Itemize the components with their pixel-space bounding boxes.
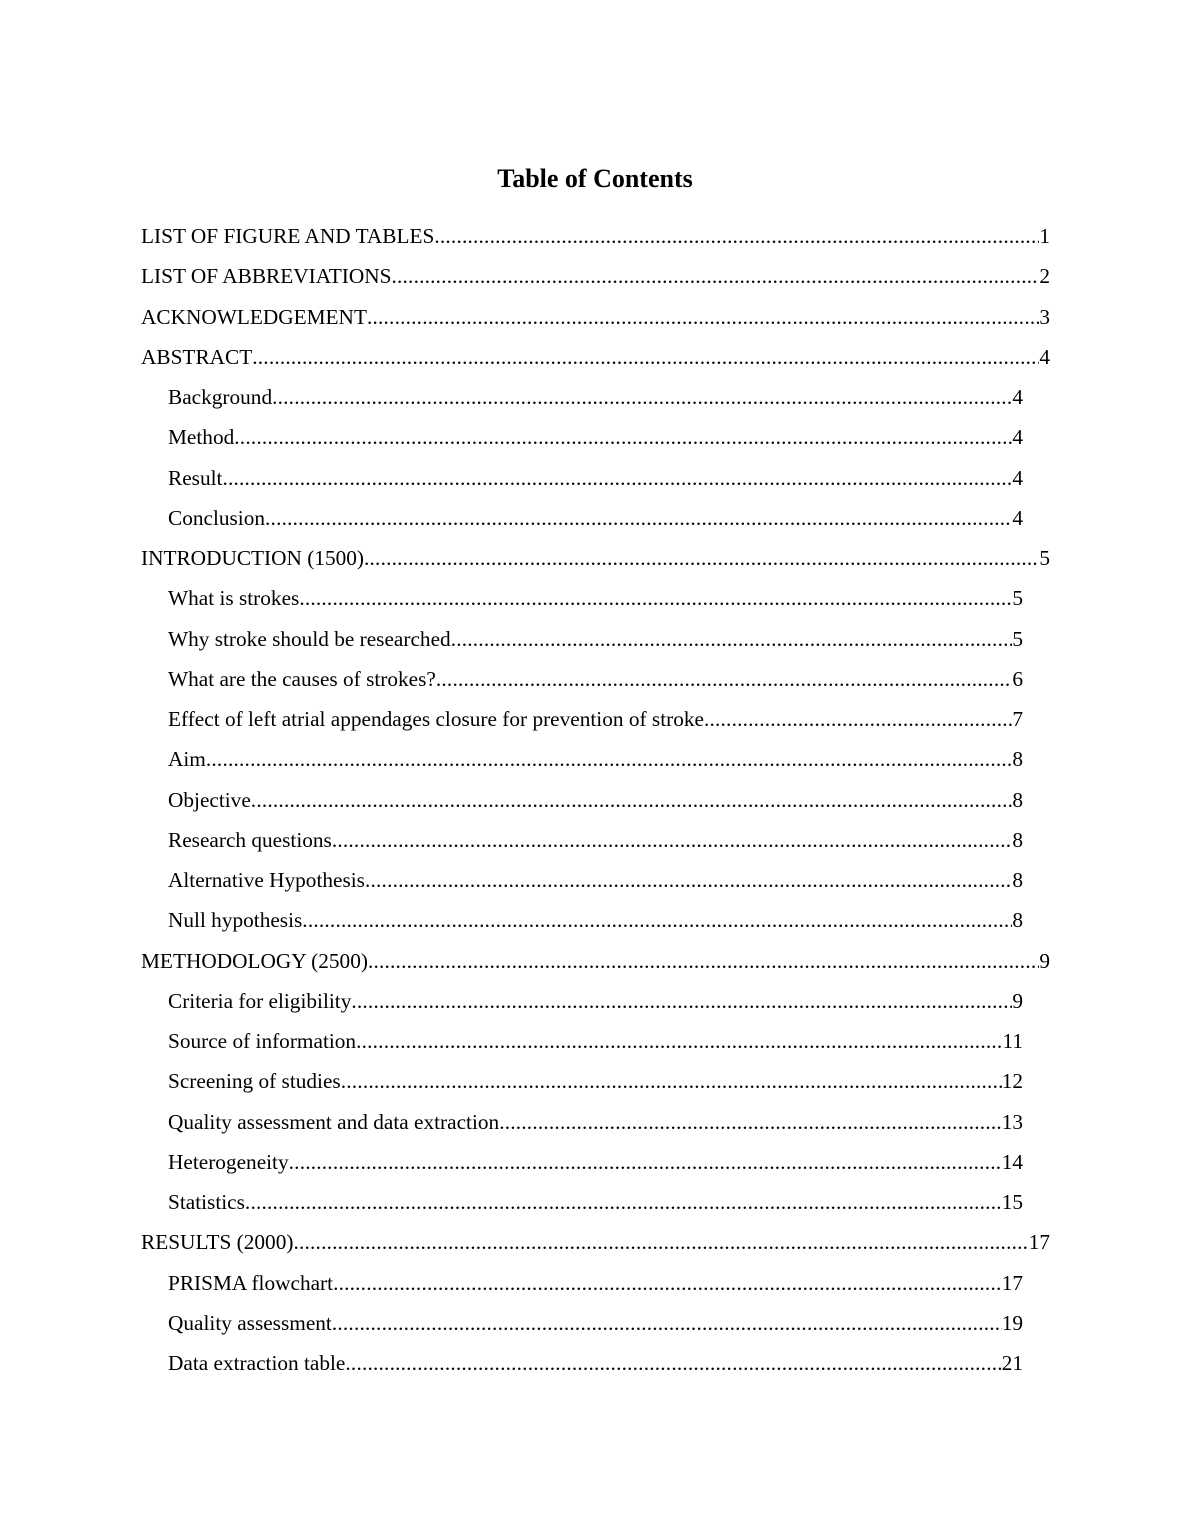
toc-page-number: 5 bbox=[1012, 586, 1023, 611]
toc-entry[interactable] bbox=[168, 703, 1023, 743]
toc-entry-row bbox=[168, 784, 1023, 816]
toc-page-number: 15 bbox=[1001, 1190, 1023, 1214]
toc-dot-leader bbox=[499, 1106, 1002, 1138]
toc-entry[interactable] bbox=[168, 582, 1023, 622]
toc-page-number: 8 bbox=[1012, 868, 1023, 892]
toc-entry-row bbox=[168, 1267, 1023, 1299]
toc-entry-text: INTRODUCTION (1500) bbox=[141, 546, 364, 570]
toc-entry-text: Quality assessment and data extraction bbox=[168, 1109, 500, 1134]
toc-page-number: 8 bbox=[1012, 787, 1023, 812]
toc-page-number: 5 bbox=[1012, 626, 1023, 651]
toc-dot-leader bbox=[364, 542, 1039, 574]
toc-dot-leader bbox=[245, 1186, 1002, 1218]
toc-entry-row bbox=[168, 623, 1023, 655]
toc-page-number: 4 bbox=[1012, 425, 1023, 450]
toc-page-number: 8 bbox=[1012, 908, 1023, 933]
toc-page-number: 4 bbox=[1012, 385, 1023, 409]
toc-entry-row bbox=[168, 381, 1023, 413]
toc-entry[interactable] bbox=[141, 260, 1050, 300]
toc-dot-leader bbox=[345, 1347, 1001, 1379]
toc-entry[interactable] bbox=[141, 542, 1050, 582]
toc-dot-leader bbox=[299, 582, 1012, 614]
toc-entry-text: Effect of left atrial appendages closure for prevention of stroke bbox=[168, 707, 704, 731]
toc-entry-row bbox=[168, 1307, 1023, 1339]
toc-entry-row bbox=[141, 301, 1050, 333]
toc-dot-leader bbox=[365, 864, 1012, 896]
toc-page-number: 1 bbox=[1039, 224, 1050, 248]
toc-entry-row bbox=[168, 1065, 1023, 1097]
toc-entry-row bbox=[168, 864, 1023, 896]
toc-page-number: 7 bbox=[1012, 707, 1023, 731]
toc-entry[interactable] bbox=[141, 220, 1050, 260]
toc-dot-leader bbox=[289, 1146, 1002, 1178]
toc-page-number: 11 bbox=[1002, 1029, 1023, 1053]
toc-dot-leader bbox=[341, 1065, 1002, 1097]
toc-entry[interactable] bbox=[168, 1307, 1023, 1347]
toc-dot-leader bbox=[332, 824, 1013, 856]
toc-dot-leader bbox=[356, 1025, 1002, 1057]
toc-entry[interactable] bbox=[168, 623, 1023, 663]
toc-dot-leader bbox=[436, 663, 1012, 695]
toc-entry-row bbox=[168, 462, 1023, 494]
toc-dot-leader bbox=[367, 301, 1039, 333]
toc-page-number: 3 bbox=[1039, 304, 1050, 329]
toc-entry-text: Research questions bbox=[168, 827, 332, 852]
toc-page-number: 21 bbox=[1001, 1351, 1023, 1375]
toc-entry-row bbox=[141, 260, 1050, 292]
toc-page-number: 5 bbox=[1039, 546, 1050, 570]
toc-list bbox=[0, 220, 1190, 1387]
toc-entry-text: LIST OF ABBREVIATIONS bbox=[141, 264, 392, 289]
toc-dot-leader bbox=[391, 260, 1039, 292]
toc-entry-row bbox=[168, 824, 1023, 856]
toc-entry[interactable] bbox=[168, 1146, 1023, 1186]
toc-page-number: 4 bbox=[1012, 505, 1023, 530]
toc-entry[interactable] bbox=[141, 301, 1050, 341]
toc-entry-row bbox=[168, 1106, 1023, 1138]
toc-entry[interactable] bbox=[141, 341, 1050, 381]
toc-entry[interactable] bbox=[168, 824, 1023, 864]
toc-dot-leader bbox=[368, 945, 1039, 977]
toc-entry[interactable] bbox=[168, 1025, 1023, 1065]
toc-entry-text: LIST OF FIGURE AND TABLES bbox=[141, 224, 435, 248]
toc-entry-row bbox=[168, 663, 1023, 695]
toc-entry[interactable] bbox=[168, 663, 1023, 703]
toc-entry-text: Source of information bbox=[168, 1029, 357, 1053]
toc-dot-leader bbox=[222, 462, 1012, 494]
toc-page-number: 14 bbox=[1001, 1149, 1023, 1174]
toc-page-number: 4 bbox=[1039, 344, 1050, 369]
toc-entry[interactable] bbox=[168, 502, 1023, 542]
toc-entry-text: PRISMA flowchart bbox=[168, 1270, 334, 1295]
toc-entry-row bbox=[141, 945, 1050, 977]
toc-dot-leader bbox=[704, 703, 1012, 735]
toc-entry[interactable] bbox=[168, 904, 1023, 944]
toc-entry-row bbox=[168, 502, 1023, 534]
toc-entry[interactable] bbox=[168, 421, 1023, 461]
toc-entry-text: METHODOLOGY (2500) bbox=[141, 948, 368, 973]
toc-entry-text: Aim bbox=[168, 747, 206, 772]
toc-dot-leader bbox=[333, 1267, 1002, 1299]
toc-entry-text: Criteria for eligibility bbox=[168, 988, 352, 1013]
toc-entry-text: What are the causes of strokes? bbox=[168, 666, 436, 691]
toc-dot-leader bbox=[206, 743, 1012, 775]
toc-dot-leader bbox=[302, 904, 1012, 936]
toc-page-number: 2 bbox=[1039, 264, 1050, 289]
toc-entry[interactable] bbox=[168, 1106, 1023, 1146]
toc-entry-text: Null hypothesis bbox=[168, 908, 303, 933]
toc-entry-text: Result bbox=[168, 465, 223, 490]
toc-entry[interactable] bbox=[168, 864, 1023, 904]
toc-entry-text: Alternative Hypothesis bbox=[168, 868, 365, 892]
toc-entry-row bbox=[168, 1186, 1023, 1218]
toc-entry-row bbox=[168, 1347, 1023, 1379]
toc-page-number: 17 bbox=[1028, 1230, 1050, 1255]
toc-dot-leader bbox=[272, 381, 1012, 413]
toc-entry-row bbox=[141, 341, 1050, 373]
toc-dot-leader bbox=[293, 1226, 1028, 1258]
toc-entry-row bbox=[168, 904, 1023, 936]
toc-dot-leader bbox=[434, 220, 1039, 252]
toc-entry-row bbox=[168, 985, 1023, 1017]
toc-dot-leader bbox=[251, 784, 1013, 816]
toc-entry-text: Quality assessment bbox=[168, 1310, 332, 1335]
toc-entry[interactable] bbox=[141, 1226, 1050, 1266]
toc-entry[interactable] bbox=[168, 784, 1023, 824]
toc-page-number: 6 bbox=[1012, 666, 1023, 691]
toc-entry-text: Method bbox=[168, 425, 235, 450]
toc-entry-row bbox=[168, 1025, 1023, 1057]
toc-page-number: 17 bbox=[1001, 1270, 1023, 1295]
toc-entry-text: Screening of studies bbox=[168, 1069, 341, 1094]
toc-entry-row bbox=[168, 703, 1023, 735]
toc-entry[interactable] bbox=[168, 381, 1023, 421]
toc-entry-text: What is strokes bbox=[168, 586, 300, 611]
toc-entry-row bbox=[168, 421, 1023, 453]
toc-entry[interactable] bbox=[168, 462, 1023, 502]
toc-page-number: 13 bbox=[1001, 1109, 1023, 1134]
toc-entry[interactable] bbox=[141, 945, 1050, 985]
toc-entry-text: RESULTS (2000) bbox=[141, 1230, 294, 1255]
toc-page-number: 8 bbox=[1012, 827, 1023, 852]
toc-entry-text: Heterogeneity bbox=[168, 1149, 289, 1174]
toc-page-number: 19 bbox=[1001, 1310, 1023, 1335]
toc-page-number: 4 bbox=[1012, 465, 1023, 490]
toc-page-number: 9 bbox=[1012, 988, 1023, 1013]
toc-entry-text: Conclusion bbox=[168, 505, 266, 530]
toc-entry[interactable] bbox=[168, 1065, 1023, 1105]
toc-entry[interactable] bbox=[168, 1186, 1023, 1226]
toc-dot-leader bbox=[451, 623, 1013, 655]
toc-entry-text: Background bbox=[168, 385, 273, 409]
toc-entry-text: Objective bbox=[168, 787, 251, 812]
toc-page-number: 12 bbox=[1001, 1069, 1023, 1094]
toc-entry-row bbox=[168, 582, 1023, 614]
toc-entry[interactable] bbox=[168, 1267, 1023, 1307]
toc-page-number: 8 bbox=[1012, 747, 1023, 772]
toc-dot-leader bbox=[252, 341, 1039, 373]
toc-entry-text: ACKNOWLEDGEMENT bbox=[141, 304, 367, 329]
toc-entry-row bbox=[168, 743, 1023, 775]
toc-title: Table of Contents bbox=[497, 164, 693, 193]
toc-entry[interactable] bbox=[168, 1347, 1023, 1387]
toc-entry-row bbox=[141, 220, 1050, 252]
toc-entry-text: Why stroke should be researched bbox=[168, 626, 451, 651]
toc-dot-leader bbox=[234, 421, 1012, 453]
toc-entry-row bbox=[168, 1146, 1023, 1178]
toc-entry-row bbox=[141, 1226, 1050, 1258]
toc-entry[interactable] bbox=[168, 743, 1023, 783]
toc-dot-leader bbox=[332, 1307, 1002, 1339]
toc-entry[interactable] bbox=[168, 985, 1023, 1025]
toc-entry-text: ABSTRACT bbox=[141, 344, 253, 369]
toc-entry-text: Data extraction table bbox=[168, 1351, 346, 1375]
toc-dot-leader bbox=[265, 502, 1012, 534]
toc-entry-text: Statistics bbox=[168, 1190, 245, 1214]
toc-page-number: 9 bbox=[1039, 948, 1050, 973]
toc-entry-row bbox=[141, 542, 1050, 574]
toc-dot-leader bbox=[351, 985, 1012, 1017]
